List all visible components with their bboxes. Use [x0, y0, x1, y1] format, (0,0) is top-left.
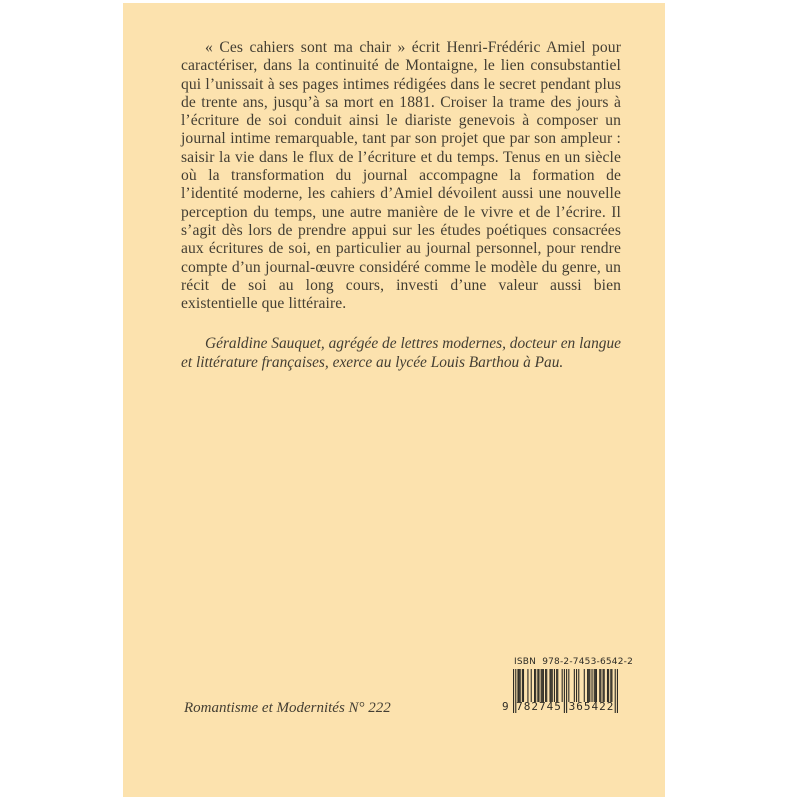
barcode-digits-right: 365422 — [568, 700, 615, 713]
author-bio: Géraldine Sauquet, agrégée de lettres modernes, docteur en langue et littérature françaises, exerce au lycée Louis Barthou à Pau. — [181, 335, 621, 371]
back-cover-blurb: « Ces cahiers sont ma chair » écrit Henri-Frédéric Amiel pour caractériser, dans la continuité de Montaigne, le lien consubstantiel qui l’unissait à ses pages intimes rédigées dans le secret pendant plus de trente ans, jusqu’à sa mort en 1881. Croiser la trame des jours à l’écriture de soi conduit ainsi le diariste genevois à composer un journal intime remarquable, tant par son projet que par son ampleur : saisir la vie dans le flux de l’écriture et du temps. Tenus en un siècle où la transformation du journal accompagne la formation de l’identité moderne, les cahiers d’Amiel dévoilent aussi une nouvelle perception du temps, une autre manière de le vivre et de l’écrire. Il s’agit dès lors de prendre appui sur les études poétiques consacrées aux écritures de soi, en particulier au journal personnel, pour rendre compte d’un journal-œuvre considéré comme le modèle du genre, un récit de soi au long cours, investi d’une valeur aussi bien existentielle que littéraire. — [181, 39, 621, 313]
series-label: Romantisme et Modernités N° 222 — [184, 700, 391, 716]
isbn-barcode — [501, 657, 634, 716]
barcode-bars-area — [501, 669, 623, 716]
barcode-digits-left: 782745 — [516, 700, 562, 713]
isbn-label: ISBN 978-2-7453-6542-2 — [514, 657, 634, 667]
barcode-digit-first: 9 — [502, 700, 509, 713]
book-back-cover — [123, 3, 665, 797]
